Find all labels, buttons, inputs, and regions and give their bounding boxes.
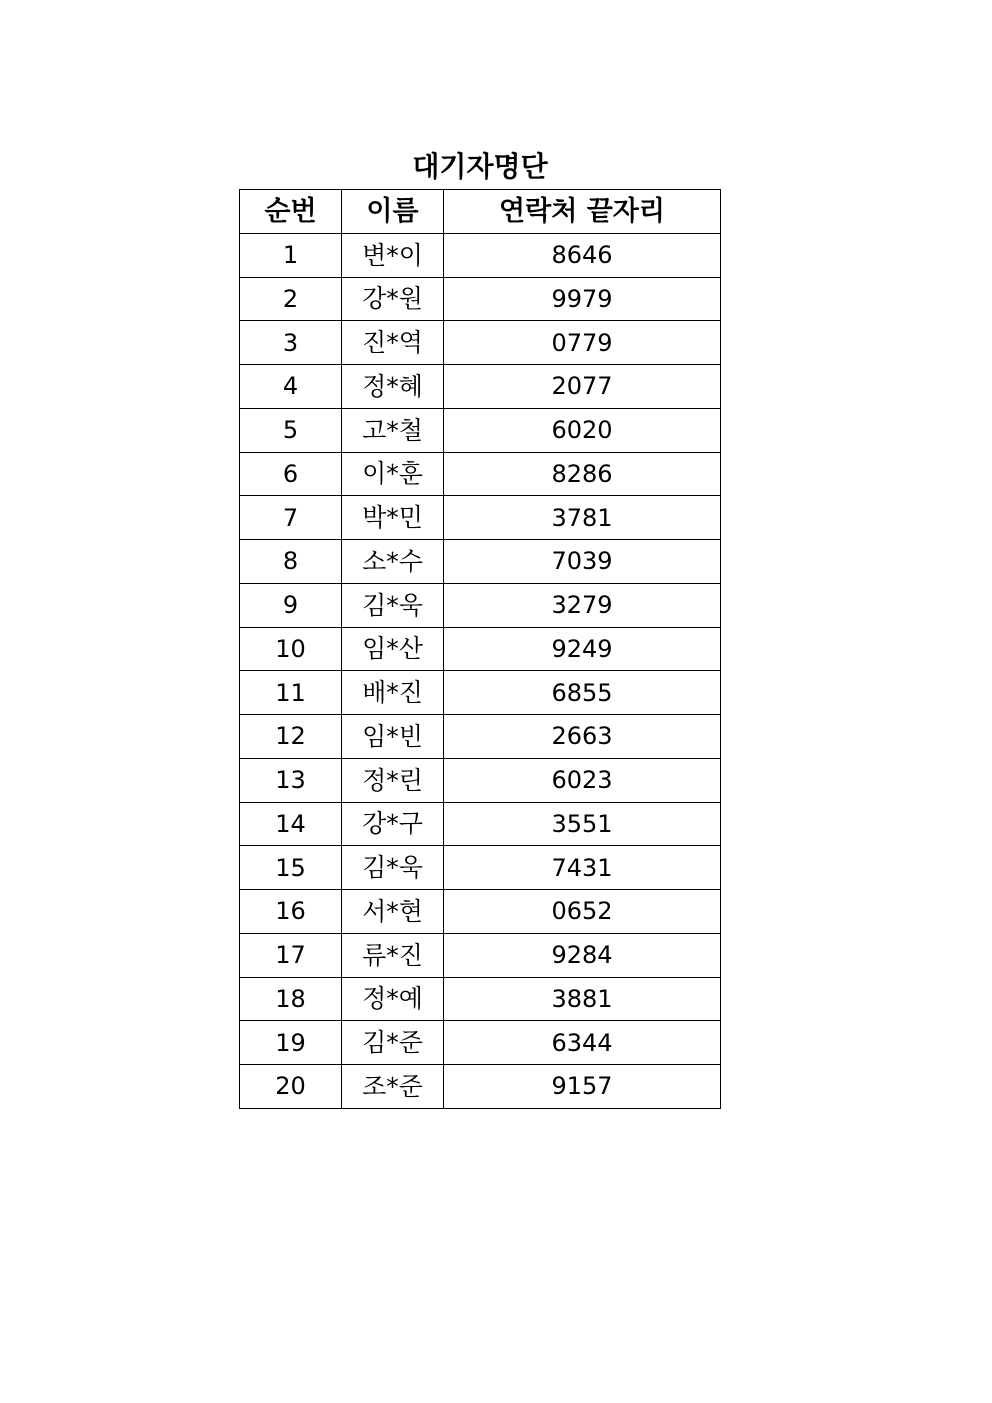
header-name: 이름 [342, 190, 444, 234]
cell-order: 4 [240, 365, 342, 409]
cell-contact-last-digits: 3551 [444, 802, 721, 846]
cell-name: 박*민 [342, 496, 444, 540]
table-row [240, 758, 721, 802]
cell-contact-last-digits: 6344 [444, 1021, 721, 1065]
cell-order: 1 [240, 233, 342, 277]
header-contact-last-digits: 연락처 끝자리 [444, 190, 721, 234]
cell-contact-last-digits: 9157 [444, 1065, 721, 1109]
table-row [240, 365, 721, 409]
cell-contact-last-digits: 6855 [444, 671, 721, 715]
cell-name: 김*욱 [342, 846, 444, 890]
table-row [240, 846, 721, 890]
table-row [240, 671, 721, 715]
cell-name: 배*진 [342, 671, 444, 715]
cell-name: 소*수 [342, 540, 444, 584]
cell-order: 17 [240, 933, 342, 977]
cell-name: 정*혜 [342, 365, 444, 409]
table-header-row [240, 190, 721, 234]
cell-name: 서*현 [342, 890, 444, 934]
cell-contact-last-digits: 9979 [444, 277, 721, 321]
cell-name: 진*역 [342, 321, 444, 365]
cell-contact-last-digits: 2077 [444, 365, 721, 409]
cell-name: 강*원 [342, 277, 444, 321]
cell-contact-last-digits: 3279 [444, 583, 721, 627]
table-row [240, 321, 721, 365]
cell-order: 3 [240, 321, 342, 365]
cell-order: 8 [240, 540, 342, 584]
cell-order: 5 [240, 408, 342, 452]
table-row [240, 1021, 721, 1065]
cell-contact-last-digits: 3881 [444, 977, 721, 1021]
table-row [240, 933, 721, 977]
table-row [240, 715, 721, 759]
table-row [240, 408, 721, 452]
cell-name: 정*예 [342, 977, 444, 1021]
cell-order: 20 [240, 1065, 342, 1109]
cell-name: 김*준 [342, 1021, 444, 1065]
table-row [240, 496, 721, 540]
cell-contact-last-digits: 8286 [444, 452, 721, 496]
cell-order: 14 [240, 802, 342, 846]
table-row [240, 277, 721, 321]
cell-order: 11 [240, 671, 342, 715]
cell-contact-last-digits: 2663 [444, 715, 721, 759]
cell-order: 6 [240, 452, 342, 496]
cell-contact-last-digits: 0779 [444, 321, 721, 365]
cell-order: 19 [240, 1021, 342, 1065]
cell-order: 7 [240, 496, 342, 540]
cell-order: 10 [240, 627, 342, 671]
table-row [240, 890, 721, 934]
cell-contact-last-digits: 7431 [444, 846, 721, 890]
cell-contact-last-digits: 6020 [444, 408, 721, 452]
table-row [240, 977, 721, 1021]
cell-contact-last-digits: 8646 [444, 233, 721, 277]
cell-order: 9 [240, 583, 342, 627]
cell-name: 류*진 [342, 933, 444, 977]
cell-name: 정*린 [342, 758, 444, 802]
cell-contact-last-digits: 6023 [444, 758, 721, 802]
cell-order: 13 [240, 758, 342, 802]
table-row [240, 452, 721, 496]
cell-order: 12 [240, 715, 342, 759]
page-title: 대기자명단 [412, 150, 548, 183]
cell-order: 2 [240, 277, 342, 321]
cell-contact-last-digits: 3781 [444, 496, 721, 540]
table-row [240, 583, 721, 627]
cell-contact-last-digits: 7039 [444, 540, 721, 584]
table-row [240, 802, 721, 846]
cell-name: 조*준 [342, 1065, 444, 1109]
table-body [240, 233, 721, 1108]
cell-order: 16 [240, 890, 342, 934]
cell-contact-last-digits: 9249 [444, 627, 721, 671]
cell-name: 고*철 [342, 408, 444, 452]
header-order: 순번 [240, 190, 342, 234]
table-row [240, 627, 721, 671]
table-row [240, 540, 721, 584]
cell-name: 이*훈 [342, 452, 444, 496]
cell-contact-last-digits: 0652 [444, 890, 721, 934]
waitlist-table [239, 189, 721, 1109]
cell-name: 김*욱 [342, 583, 444, 627]
cell-order: 18 [240, 977, 342, 1021]
cell-name: 임*빈 [342, 715, 444, 759]
cell-name: 변*이 [342, 233, 444, 277]
cell-name: 강*구 [342, 802, 444, 846]
table-row [240, 233, 721, 277]
cell-contact-last-digits: 9284 [444, 933, 721, 977]
table-row [240, 1065, 721, 1109]
cell-name: 임*산 [342, 627, 444, 671]
cell-order: 15 [240, 846, 342, 890]
